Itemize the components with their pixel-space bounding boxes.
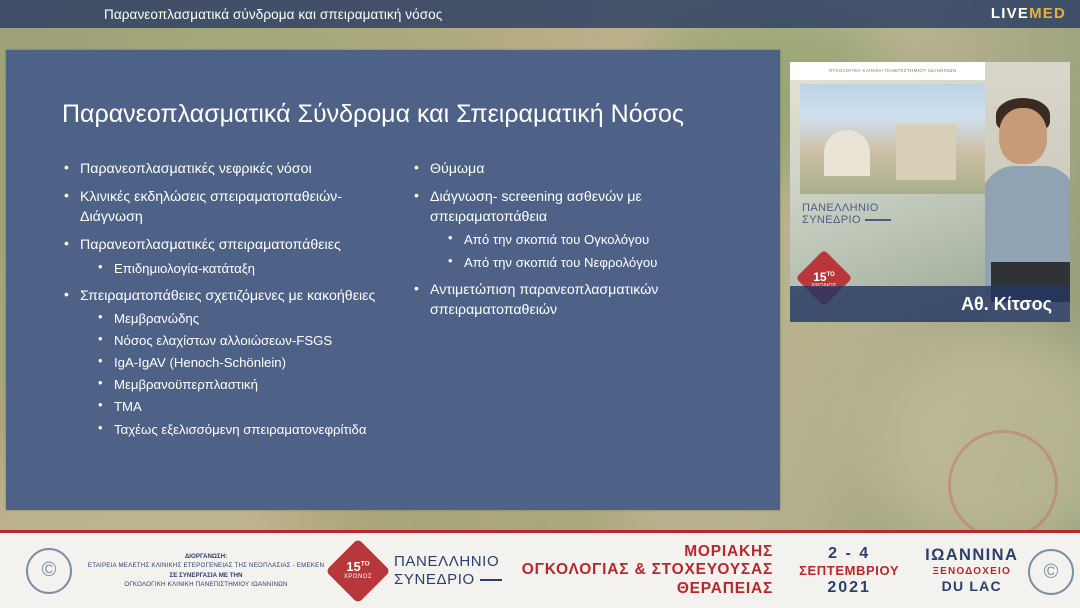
sub-list-item: • Μεμβρανοϋπερπλαστική (80, 375, 406, 394)
poster-photo (800, 84, 985, 194)
poster-dome-shape (824, 130, 870, 176)
poster-title-block (802, 202, 982, 226)
conference-poster (790, 62, 995, 322)
sub-list (80, 309, 406, 439)
badge-subtext: ΧΡΟΝΟΣ (343, 573, 373, 580)
livemed-logo (991, 5, 1066, 22)
bullet-text: Αντιμετώπιση παρανεοπλασματικών σπειραματοπαθειών (430, 281, 659, 318)
presentation-title: Παρανεοπλασματικά σύνδρομα και σπειραματική νόσος (104, 6, 443, 22)
brand-accent: MED (1029, 5, 1066, 22)
footer-anniversary-badge (332, 545, 384, 597)
sub-list (430, 230, 736, 271)
speaker-webcam-feed (985, 62, 1070, 322)
slide-title: Παρανεοπλασματικά Σύνδρομα και Σπειραματική Νόσος (62, 100, 684, 128)
topic-line-1: ΜΟΡΙΑΚΗΣ (684, 542, 774, 560)
organizer-block (86, 552, 326, 589)
bullet-text: Παρανεοπλασματικές σπειραματοπάθειες (80, 237, 341, 254)
badge-superscript: ΤΟ (360, 560, 370, 568)
poster-line-2-text: ΣΥΝΕΔΡΙΟ (802, 214, 861, 226)
speaker-name: Αθ. Κίτσος (961, 293, 1052, 314)
slide-content (6, 50, 780, 510)
cooperation-name: ΟΓΚΟΛΟΓΙΚΗ ΚΛΙΝΙΚΗ ΠΑΝΕΠΙΣΤΗΜΙΟΥ ΙΩΑΝΝΙΝΩΝ (124, 580, 288, 588)
bullet-text: Διάγνωση- screening ασθενών με σπειραματοπάθεια (430, 189, 642, 226)
cooperation-label: ΣΕ ΣΥΝΕΡΓΑΣΙΑ ΜΕ ΤΗΝ (169, 571, 243, 579)
list-item (414, 280, 736, 320)
poster-building-shape (896, 124, 956, 180)
badge-number: $15^{TO}$ (813, 270, 835, 284)
topic-line-3: ΘΕΡΑΠΕΙΑΣ (676, 579, 774, 597)
bullet-list-left (64, 159, 406, 439)
sub-list-item: • TMA (80, 397, 406, 416)
list-item (64, 187, 406, 227)
date-days: 2 - 4 (828, 544, 871, 562)
badge-superscript: ΤΟ (826, 272, 835, 278)
conference-line-2 (394, 571, 502, 589)
bullet-list-right (414, 159, 736, 320)
slide-left-column (6, 159, 406, 447)
list-item (64, 159, 406, 179)
place-city: ΙΩΑΝΝΙΝΑ (925, 546, 1019, 565)
poster-header-text: ΟΓΚΟΛΟΓΙΚΗ ΚΛΙΝΙΚΗ ΠΑΝΕΠΙΣΤΗΜΙΟΥ ΙΩΑΝΝΙΝΩΝ (828, 68, 957, 73)
speaker-head (999, 108, 1047, 164)
date-year: 2021 (827, 579, 871, 597)
conference-footer (0, 530, 1080, 608)
list-item (414, 159, 736, 179)
slide-right-column (406, 159, 736, 447)
sub-list-item: • Ταχέως εξελισσόμενη σπειραματονεφρίτιδα (80, 420, 406, 439)
bullet-text: Θύμωμα (430, 161, 485, 177)
decorative-ring (948, 430, 1058, 540)
poster-line-1: ΠΑΝΕΛΛΗΝΙΟ (802, 202, 879, 214)
organizer-label: ΔΙΟΡΓΑΝΩΣΗ: (184, 552, 228, 560)
top-bar (0, 0, 1080, 28)
organizer-name: ΕΤΑΙΡΕΙΑ ΜΕΛΕΤΗΣ ΚΛΙΝΙΚΗΣ ΕΤΕΡΟΓΕΝΕΙΑΣ ΤΗΣ ΝΕΟΠΛΑΣΙΑΣ - ΕΜΕΚΕΝ (87, 562, 325, 570)
bullet-text: Παρανεοπλασματικές νεφρικές νόσοι (80, 161, 312, 177)
speaker-video[interactable] (790, 62, 1070, 322)
seal-icon: © (26, 548, 72, 594)
conference-line-2-text: ΣΥΝΕΔΡΙΟ (394, 570, 475, 588)
conference-line-1: ΠΑΝΕΛΛΗΝΙΟ (394, 552, 500, 570)
sub-list-item: • Από την σκοπιά του Ογκολόγου (430, 230, 736, 249)
sub-list-item: • Επιδημιολογία-κατάταξη (80, 259, 406, 278)
sub-list (80, 259, 406, 278)
seal-icon-right: © (1028, 549, 1074, 595)
conference-name-block (394, 553, 502, 588)
conference-topic-block (522, 543, 773, 599)
conference-dates-block (799, 544, 899, 598)
sub-list-item: • Μεμβρανώδης (80, 309, 406, 328)
brand-main: LIVE (990, 5, 1030, 22)
list-item (64, 286, 406, 439)
bullet-text: Σπειραματοπάθειες σχετιζόμενες με κακοήθειες (80, 287, 376, 304)
speaker-name-bar (790, 286, 1070, 322)
place-venue-name: DU LAC (941, 578, 1002, 594)
conference-place-block (925, 546, 1018, 595)
poster-header (790, 62, 995, 80)
list-item (64, 235, 406, 277)
list-item (414, 187, 736, 272)
sub-list-item: • Νόσος ελαχίστων αλλοιώσεων-FSGS (80, 331, 406, 350)
place-venue-label: ΞΕΝΟΔΟΧΕΙΟ (932, 566, 1011, 577)
date-month: ΣΕΠΤΕΜΒΡΙΟΥ (799, 562, 900, 578)
sub-list-item: • Από την σκοπιά του Νεφρολόγου (430, 253, 736, 272)
sub-list-item: • IgA-IgAV (Henoch-Schönlein) (80, 353, 406, 372)
poster-line-2 (802, 214, 982, 226)
poster-dash (865, 219, 891, 221)
bullet-text: Κλινικές εκδηλώσεις σπειραματοπαθειών- Διάγνωση (80, 189, 342, 226)
slide-columns (6, 159, 780, 447)
badge-number: $15^{TO}$ (346, 558, 370, 574)
conference-dash (480, 579, 502, 581)
topic-line-2: ΟΓΚΟΛΟΓΙΑΣ & ΣΤΟΧΕΥΟΥΣΑΣ (521, 561, 774, 579)
